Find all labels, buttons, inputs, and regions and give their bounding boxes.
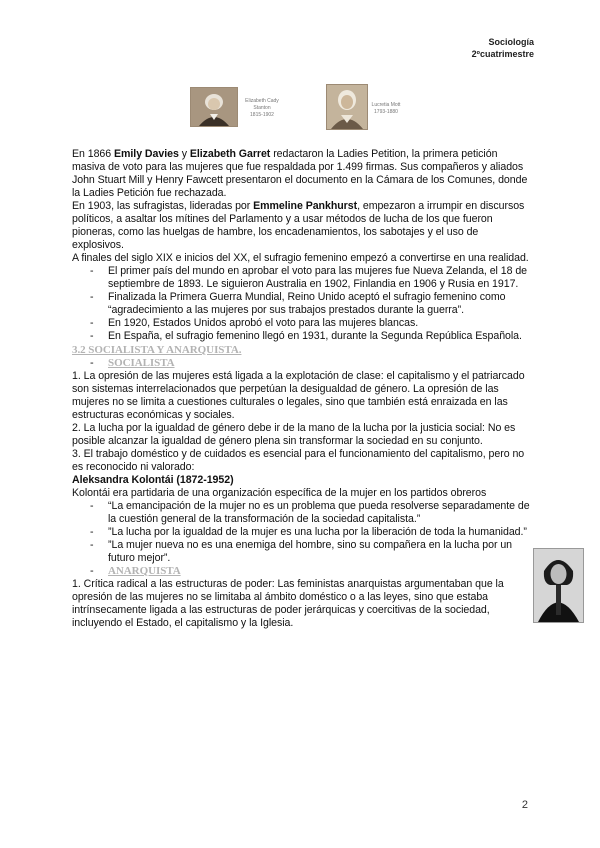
lucretia-mott-photo — [326, 84, 368, 130]
kollontai-intro: Kolontái era partidaria de una organización específica de la mujer en los partidos obreros — [72, 487, 487, 499]
kollontai-photo — [533, 548, 584, 623]
header-subject: Sociología — [488, 37, 534, 47]
document-body — [72, 148, 530, 630]
list-item: - El primer país del mundo en aprobar el voto para las mujeres fue Nueva Zelanda, el 18 de septiembre de 1893. Le siguieron Australia en 1902, Finlandia en 1906 y Rusia en 1917. — [108, 265, 530, 291]
kollontai-name: Aleksandra Kolontái (1872-1952) — [72, 474, 234, 486]
paragraph-socialista-3: 3. El trabajo doméstico y de cuidados es esencial para el funcionamiento del capitalismo, pero no es reconocido ni valorado: — [72, 448, 525, 473]
caption-line: Elizabeth Cady — [245, 98, 279, 104]
header-term: 2ºcuatrimestre — [471, 49, 534, 59]
name-emmeline-pankhurst: Emmeline Pankhurst — [253, 200, 358, 212]
portrait-graphic — [191, 88, 237, 126]
cady-stanton-photo — [190, 87, 238, 127]
paragraph-socialista-1: 1. La opresión de las mujeres está ligada a la explotación de clase: el capitalismo y el patriarcado son sistemas interrelacionados que perpetúan la desigualdad de género. La opresión de las mujeres no se limita a cuestiones culturales o legales, sino que también está enraizada en las estructuras económicas y sociales. — [72, 370, 525, 421]
text: y — [178, 148, 190, 160]
page-number: 2 — [521, 799, 528, 811]
paragraph-anarquista-1: 1. Crítica radical a las estructuras de poder: Las feministas anarquistas argumentaban que la opresión de las mujeres no se limitaba al ámbito doméstico o a las leyes, sino que estaba intrínsecamente ligada a las estructuras de poder jerárquicas y coercitivas de la sociedad, incluyendo el Estado, el capitalismo y la Iglesia. — [72, 578, 504, 629]
lucretia-mott-caption — [370, 102, 402, 116]
name-elizabeth-garret: Elizabeth Garret — [189, 148, 271, 160]
caption-line: 1793-1880 — [374, 109, 398, 115]
anarquista-heading: - ANARQUISTA — [108, 565, 530, 578]
paragraph-siglo-xix: A finales del siglo XIX e inicios del XX, el sufragio femenino empezó a convertirse en una realidad. — [72, 252, 529, 264]
paragraph-ladies-petition — [72, 148, 530, 200]
caption-line: Lucretia Mott — [371, 102, 401, 108]
paragraph-socialista-2: 2. La lucha por la igualdad de género debe ir de la mano de la lucha por la justicia social: No es posible alcanzar la igualdad de género plena sin transformar la sociedad en su conjunto. — [72, 422, 516, 447]
list-item: - En España, el sufragio femenino llegó en 1931, durante la Segunda República Española. — [108, 330, 530, 343]
text: , empezaron a irrumpir en discursos políticos, a asaltar los mítines del Parlamento y a usar métodos de lucha de los que fueron pioneras, como las huelgas de hambre, los encadenamientos, los sabotajes y el uso de explosivos. — [72, 200, 525, 251]
list-item: - ”La mujer nueva no es una enemiga del hombre, sino su compañera en la lucha por un futuro mejor”. — [108, 539, 530, 565]
caption-line: 1815-1902 — [250, 112, 274, 118]
socialista-heading: - SOCIALISTA — [108, 357, 530, 370]
suffrage-list — [72, 265, 530, 343]
name-emily-davies: Emily Davies — [114, 148, 179, 160]
text: En 1903, las sufragistas, lideradas por — [72, 200, 254, 212]
list-item: - En 1920, Estados Unidos aprobó el voto para las mujeres blancas. — [108, 317, 530, 330]
page-header — [472, 36, 534, 60]
list-item: - ”La lucha por la igualdad de la mujer es una lucha por la liberación de toda la humanidad.” — [108, 526, 530, 539]
list-item: - Finalizada la Primera Guerra Mundial, Reino Unido aceptó el sufragio femenino como “agradecimiento a las mujeres por sus trabajos prestados durante la guerra”. — [108, 291, 530, 317]
section-heading: 3.2 SOCIALISTA Y ANARQUISTA. — [72, 344, 242, 356]
portrait-graphic — [534, 549, 583, 622]
portrait-graphic — [327, 85, 367, 129]
paragraph-sufragistas — [72, 200, 530, 252]
caption-line: Stanton — [253, 105, 271, 111]
text: En 1866 — [72, 148, 115, 160]
text: redactaron la Ladies Petition, la primera petición masiva de voto para las mujeres que fue respaldada por 1.499 firmas. Sus compañeros y aliados John Stuart Mill y Henry Fawcett presentaron el documento en la Cámara de los Comunes, donde la Ladies Petición fue rechazada. — [72, 148, 528, 199]
list-item: - “La emancipación de la mujer no es un problema que pueda resolverse separadamente de la cuestión general de la transformación de la sociedad capitalista.” — [108, 500, 530, 526]
kollontai-quotes-list — [72, 500, 530, 565]
cady-stanton-caption — [240, 98, 284, 119]
